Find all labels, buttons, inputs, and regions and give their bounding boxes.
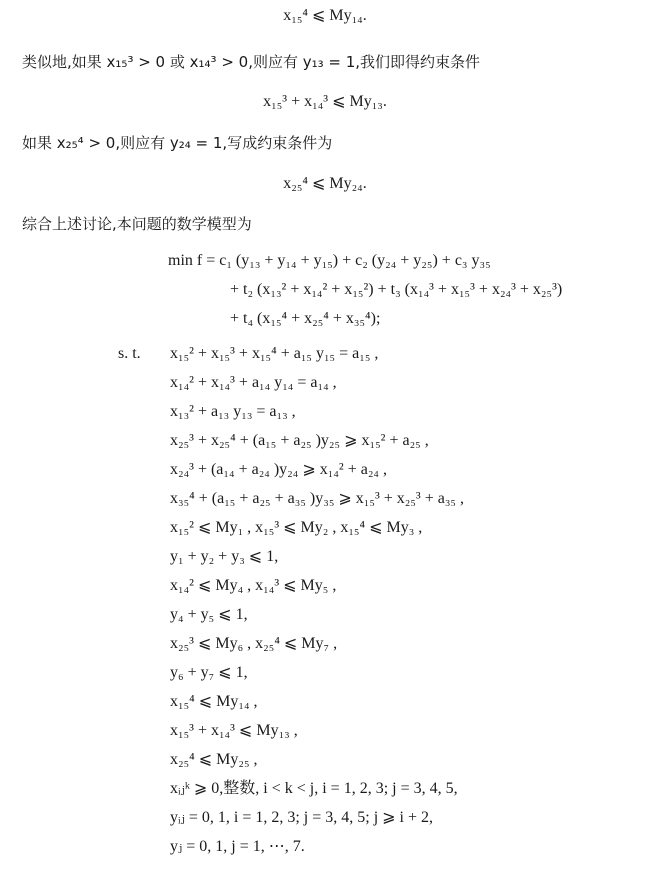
constraint-15: x₂₅⁴ ⩽ My₂₅ , (170, 751, 258, 768)
formula-2: x₂₅⁴ ⩽ My₂₄. (283, 175, 367, 192)
subject-to-label: s. t. (118, 345, 141, 362)
constraint-5: x₂₄³ + (a₁₄ + a₂₄ )y₂₄ ⩾ x₁₄² + a₂₄ , (170, 461, 387, 478)
constraint-11: x₂₅³ ⩽ My₆ , x₂₅⁴ ⩽ My₇ , (170, 635, 338, 652)
formula-1: x₁₅³ + x₁₄³ ⩽ My₁₃. (263, 93, 387, 110)
constraint-2: x₁₄² + x₁₄³ + a₁₄ y₁₄ = a₁₄ , (170, 374, 337, 391)
constraint-9: x₁₄² ⩽ My₄ , x₁₄³ ⩽ My₅ , (170, 577, 337, 594)
formula-top: x₁₅⁴ ⩽ My₁₄. (283, 7, 367, 24)
constraint-3: x₁₃² + a₁₃ y₁₃ = a₁₃ , (170, 403, 296, 420)
paragraph-1: 类似地,如果 x₁₅³ > 0 或 x₁₄³ > 0,则应有 y₁₃ = 1,我们即得约束条件 (22, 53, 481, 71)
constraint-1: x₁₅² + x₁₅³ + x₁₅⁴ + a₁₅ y₁₅ = a₁₅ , (170, 345, 379, 362)
constraint-18: yⱼ = 0, 1, j = 1, ⋯, 7. (170, 838, 305, 855)
constraint-17: yᵢⱼ = 0, 1, i = 1, 2, 3; j = 3, 4, 5; j ⩾ i + 2, (170, 809, 434, 826)
constraint-16: xᵢⱼᵏ ⩾ 0,整数, i < k < j, i = 1, 2, 3; j = 3, 4, 5, (170, 780, 458, 797)
objective-line-3: + t₄ (x₁₅⁴ + x₂₅⁴ + x₃₅⁴); (230, 310, 381, 327)
constraint-8: y₁ + y₂ + y₃ ⩽ 1, (170, 548, 279, 565)
constraint-14: x₁₅³ + x₁₄³ ⩽ My₁₃ , (170, 722, 298, 739)
objective-line-1: min f = c₁ (y₁₃ + y₁₄ + y₁₅) + c₂ (y₂₄ + y₂₅) + c₃ y₃₅ (168, 252, 491, 269)
constraint-7: x₁₅² ⩽ My₁ , x₁₅³ ⩽ My₂ , x₁₅⁴ ⩽ My₃ , (170, 519, 423, 536)
constraint-4: x₂₅³ + x₂₅⁴ + (a₁₅ + a₂₅ )y₂₅ ⩾ x₁₅² + a₂₅ , (170, 432, 429, 449)
constraint-13: x₁₅⁴ ⩽ My₁₄ , (170, 693, 258, 710)
paragraph-3: 综合上述讨论,本问题的数学模型为 (22, 215, 252, 233)
paragraph-2: 如果 x₂₅⁴ > 0,则应有 y₂₄ = 1,写成约束条件为 (22, 134, 333, 152)
constraint-6: x₃₅⁴ + (a₁₅ + a₂₅ + a₃₅ )y₃₅ ⩾ x₁₅³ + x₂₅³ + a₃₅ , (170, 490, 465, 507)
constraint-10: y₄ + y₅ ⩽ 1, (170, 606, 248, 623)
constraint-12: y₆ + y₇ ⩽ 1, (170, 664, 248, 681)
objective-line-2: + t₂ (x₁₃² + x₁₄² + x₁₅²) + t₃ (x₁₄³ + x₁₅³ + x₂₄³ + x₂₅³) (230, 281, 563, 298)
